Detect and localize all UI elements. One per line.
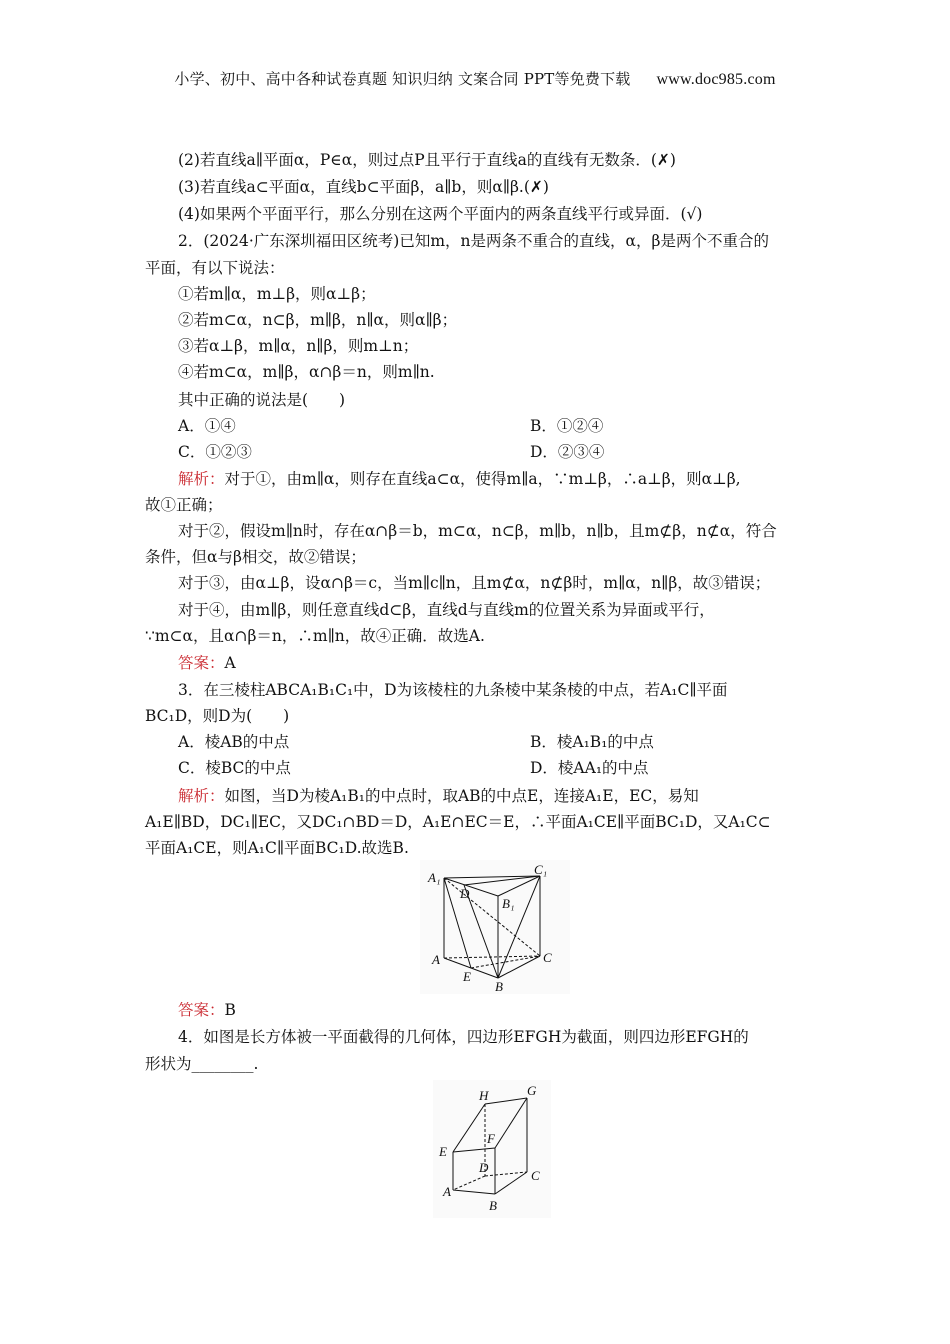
q3-choice-d: D．棱AA₁的中点	[530, 759, 649, 777]
q2-option-4: ④若m⊂α，m∥β，α∩β＝n，则m∥n.	[178, 363, 435, 381]
answer-value: A	[224, 654, 236, 672]
label-d: D	[460, 886, 470, 901]
q3-analysis-1	[178, 786, 699, 806]
q2-option-2: ②若m⊂α，n⊂β，m∥β，n∥α，则α∥β；	[178, 311, 458, 329]
q2-stem-1: 2．(2024·广东深圳福田区统考)已知m，n是两条不重合的直线，α，β是两个不重合的	[178, 232, 769, 250]
q2-stem-2: 平面，有以下说法：	[145, 259, 285, 277]
label-d: D	[479, 1160, 489, 1175]
statement-2: (2)若直线a∥平面α，P∈α，则过点P且平行于直线a的直线有无数条．(✗)	[178, 151, 676, 169]
answer-label: 答案：	[178, 1001, 225, 1019]
q2-analysis-2: 对于②，假设m∥n时，存在α∩β＝b，m⊂α，n⊂β，m∥b，n∥b，且m⊄β，n⊄α，符合	[178, 522, 777, 540]
label-c1: C₁	[534, 862, 548, 877]
q2-choice-a: A．①④	[178, 417, 236, 435]
q3-choice-a: A．棱AB的中点	[178, 733, 290, 751]
label-h: H	[479, 1088, 489, 1103]
q3-analysis-3: 平面A₁CE，则A₁C∥平面BC₁D.故选B.	[145, 839, 409, 857]
q4-stem-1: 4．如图是长方体被一平面截得的几何体，四边形EFGH为截面，则四边形EFGH的	[178, 1028, 749, 1046]
analysis-label: 解析：	[178, 470, 225, 488]
q2-choice-c: C．①②③	[178, 443, 252, 461]
label-a: A	[443, 1184, 451, 1199]
label-b1: B₁	[502, 896, 515, 911]
label-e: E	[463, 969, 471, 984]
q3-choice-b: B．棱A₁B₁的中点	[530, 733, 654, 751]
label-c: C	[543, 950, 552, 965]
q3-analysis-2: A₁E∥BD，DC₁∥EC，又DC₁∩BD＝D，A₁E∩EC＝E，∴平面A₁CE∥平面BC₁D，又A₁C⊂	[145, 813, 771, 831]
q2-analysis-1	[178, 469, 741, 489]
q2-analysis-2b: 条件，但α与β相交，故②错误；	[145, 548, 366, 566]
prism-figure	[420, 860, 570, 994]
analysis-text: 对于①，由m∥α，则存在直线a⊂α，使得m∥a，∵m⊥β，∴a⊥β，则α⊥β,	[224, 470, 741, 488]
q2-choice-d: D．②③④	[530, 443, 605, 461]
label-b: B	[495, 979, 503, 994]
q3-answer	[178, 1000, 236, 1020]
label-b: B	[489, 1198, 497, 1213]
q2-option-1: ①若m∥α，m⊥β，则α⊥β；	[178, 285, 376, 303]
header-text: 小学、初中、高中各种试卷真题 知识归纳 文案合同 PPT等免费下载	[174, 70, 631, 88]
q2-analysis-4: 对于④，由m∥β，则任意直线d⊂β，直线d与直线m的位置关系为异面或平行，	[178, 601, 715, 619]
label-e: E	[439, 1144, 447, 1159]
q3-stem-2: BC₁D，则D为( )	[145, 707, 290, 725]
q2-analysis-1b: 故①正确；	[145, 496, 223, 514]
label-a1: A₁	[428, 870, 441, 885]
analysis-label: 解析：	[178, 787, 225, 805]
statement-4: (4)如果两个平面平行，那么分别在这两个平面内的两条直线平行或异面．(√)	[178, 205, 703, 223]
cuboid-figure	[433, 1080, 551, 1218]
label-g: G	[527, 1083, 537, 1098]
q3-choice-c: C．棱BC的中点	[178, 759, 291, 777]
answer-value: B	[224, 1001, 236, 1019]
header-site: www.doc985.com	[656, 71, 776, 88]
label-a: A	[432, 952, 440, 967]
answer-label: 答案：	[178, 654, 225, 672]
label-c: C	[531, 1168, 540, 1183]
analysis-text: 如图，当D为棱A₁B₁的中点时，取AB的中点E，连接A₁E，EC，易知	[224, 787, 699, 805]
q2-option-3: ③若α⊥β，m∥α，n∥β，则m⊥n；	[178, 337, 419, 355]
statement-3: (3)若直线a⊂平面α，直线b⊂平面β，a∥b，则α∥β.(✗)	[178, 178, 549, 196]
label-f: F	[487, 1131, 495, 1146]
q2-choice-b: B．①②④	[530, 417, 604, 435]
q2-analysis-4b: ∵m⊂α，且α∩β＝n，∴m∥n，故④正确．故选A.	[145, 627, 485, 645]
q2-answer	[178, 653, 236, 673]
q2-stem-3: 其中正确的说法是( )	[178, 391, 346, 409]
q2-analysis-3: 对于③，由α⊥β，设α∩β＝c，当m∥c∥n，且m⊄α，n⊄β时，m∥α，n∥β，故③错误；	[178, 574, 771, 592]
page-header	[0, 68, 950, 89]
q4-stem-2: 形状为________.	[145, 1055, 259, 1073]
q3-stem-1: 3．在三棱柱ABCA₁B₁C₁中，D为该棱柱的九条棱中某条棱的中点，若A₁C∥平面	[178, 681, 728, 699]
